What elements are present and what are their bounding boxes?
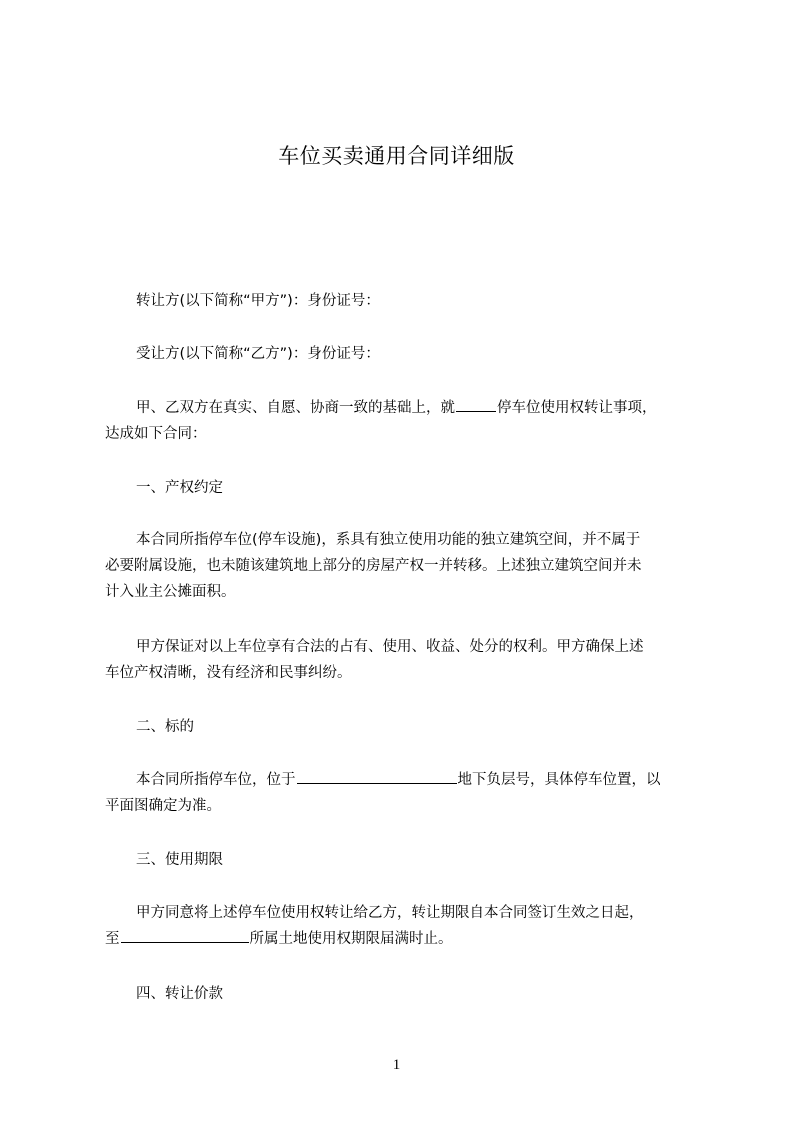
section-1-p2-line-1: 甲方保证对以上车位享有合法的占有、使用、收益、处分的权利。甲方确保上述 — [136, 639, 644, 655]
section-1-p1-line-2: 必要附属设施，也未随该建筑地上部分的房屋产权一并转移。上述独立建筑空间并未 — [105, 558, 642, 574]
preamble-text-2: 停车位使用权转让事项， — [497, 400, 657, 416]
party-b-line: 受让方(以下简称“乙方”)：身份证号： — [136, 346, 380, 362]
section-1-heading: 一、产权约定 — [136, 480, 223, 496]
blank-underline — [121, 928, 249, 943]
section-2-p1-line-1 — [136, 769, 661, 791]
section-2-text-2: 地下负层号，具体停车位置，以 — [457, 772, 661, 788]
section-1-p1-line-3: 计入业主公摊面积。 — [105, 584, 236, 600]
preamble-line-1 — [136, 397, 657, 419]
section-2-p1-line-2: 平面图确定为准。 — [105, 798, 221, 814]
section-4-heading: 四、转让价款 — [136, 986, 223, 1002]
preamble-text-1: 甲、乙双方在真实、自愿、协商一致的基础上，就 — [136, 400, 455, 416]
blank-underline — [456, 397, 496, 412]
section-3-p1-line-2 — [105, 928, 453, 950]
section-2-heading: 二、标的 — [136, 719, 194, 735]
section-2-text-1: 本合同所指停车位，位于 — [136, 772, 296, 788]
section-3-heading: 三、使用期限 — [136, 852, 223, 868]
section-1-p1-line-1: 本合同所指停车位(停车设施)，系具有独立使用功能的独立建筑空间，并不属于 — [136, 532, 641, 548]
preamble-line-2: 达成如下合同： — [105, 426, 207, 442]
section-3-text-1: 至 — [105, 931, 120, 947]
page-number: 1 — [392, 1057, 401, 1073]
section-3-text-2: 所属土地使用权期限届满时止。 — [249, 931, 453, 947]
party-a-line: 转让方(以下简称“甲方”)：身份证号： — [136, 293, 380, 309]
document-title: 车位买卖通用合同详细版 — [278, 144, 515, 168]
section-3-p1-line-1: 甲方同意将上述停车位使用权转让给乙方，转让期限自本合同签订生效之日起， — [136, 905, 644, 921]
blank-underline — [297, 769, 457, 784]
section-1-p2-line-2: 车位产权清晰，没有经济和民事纠纷。 — [105, 665, 352, 681]
